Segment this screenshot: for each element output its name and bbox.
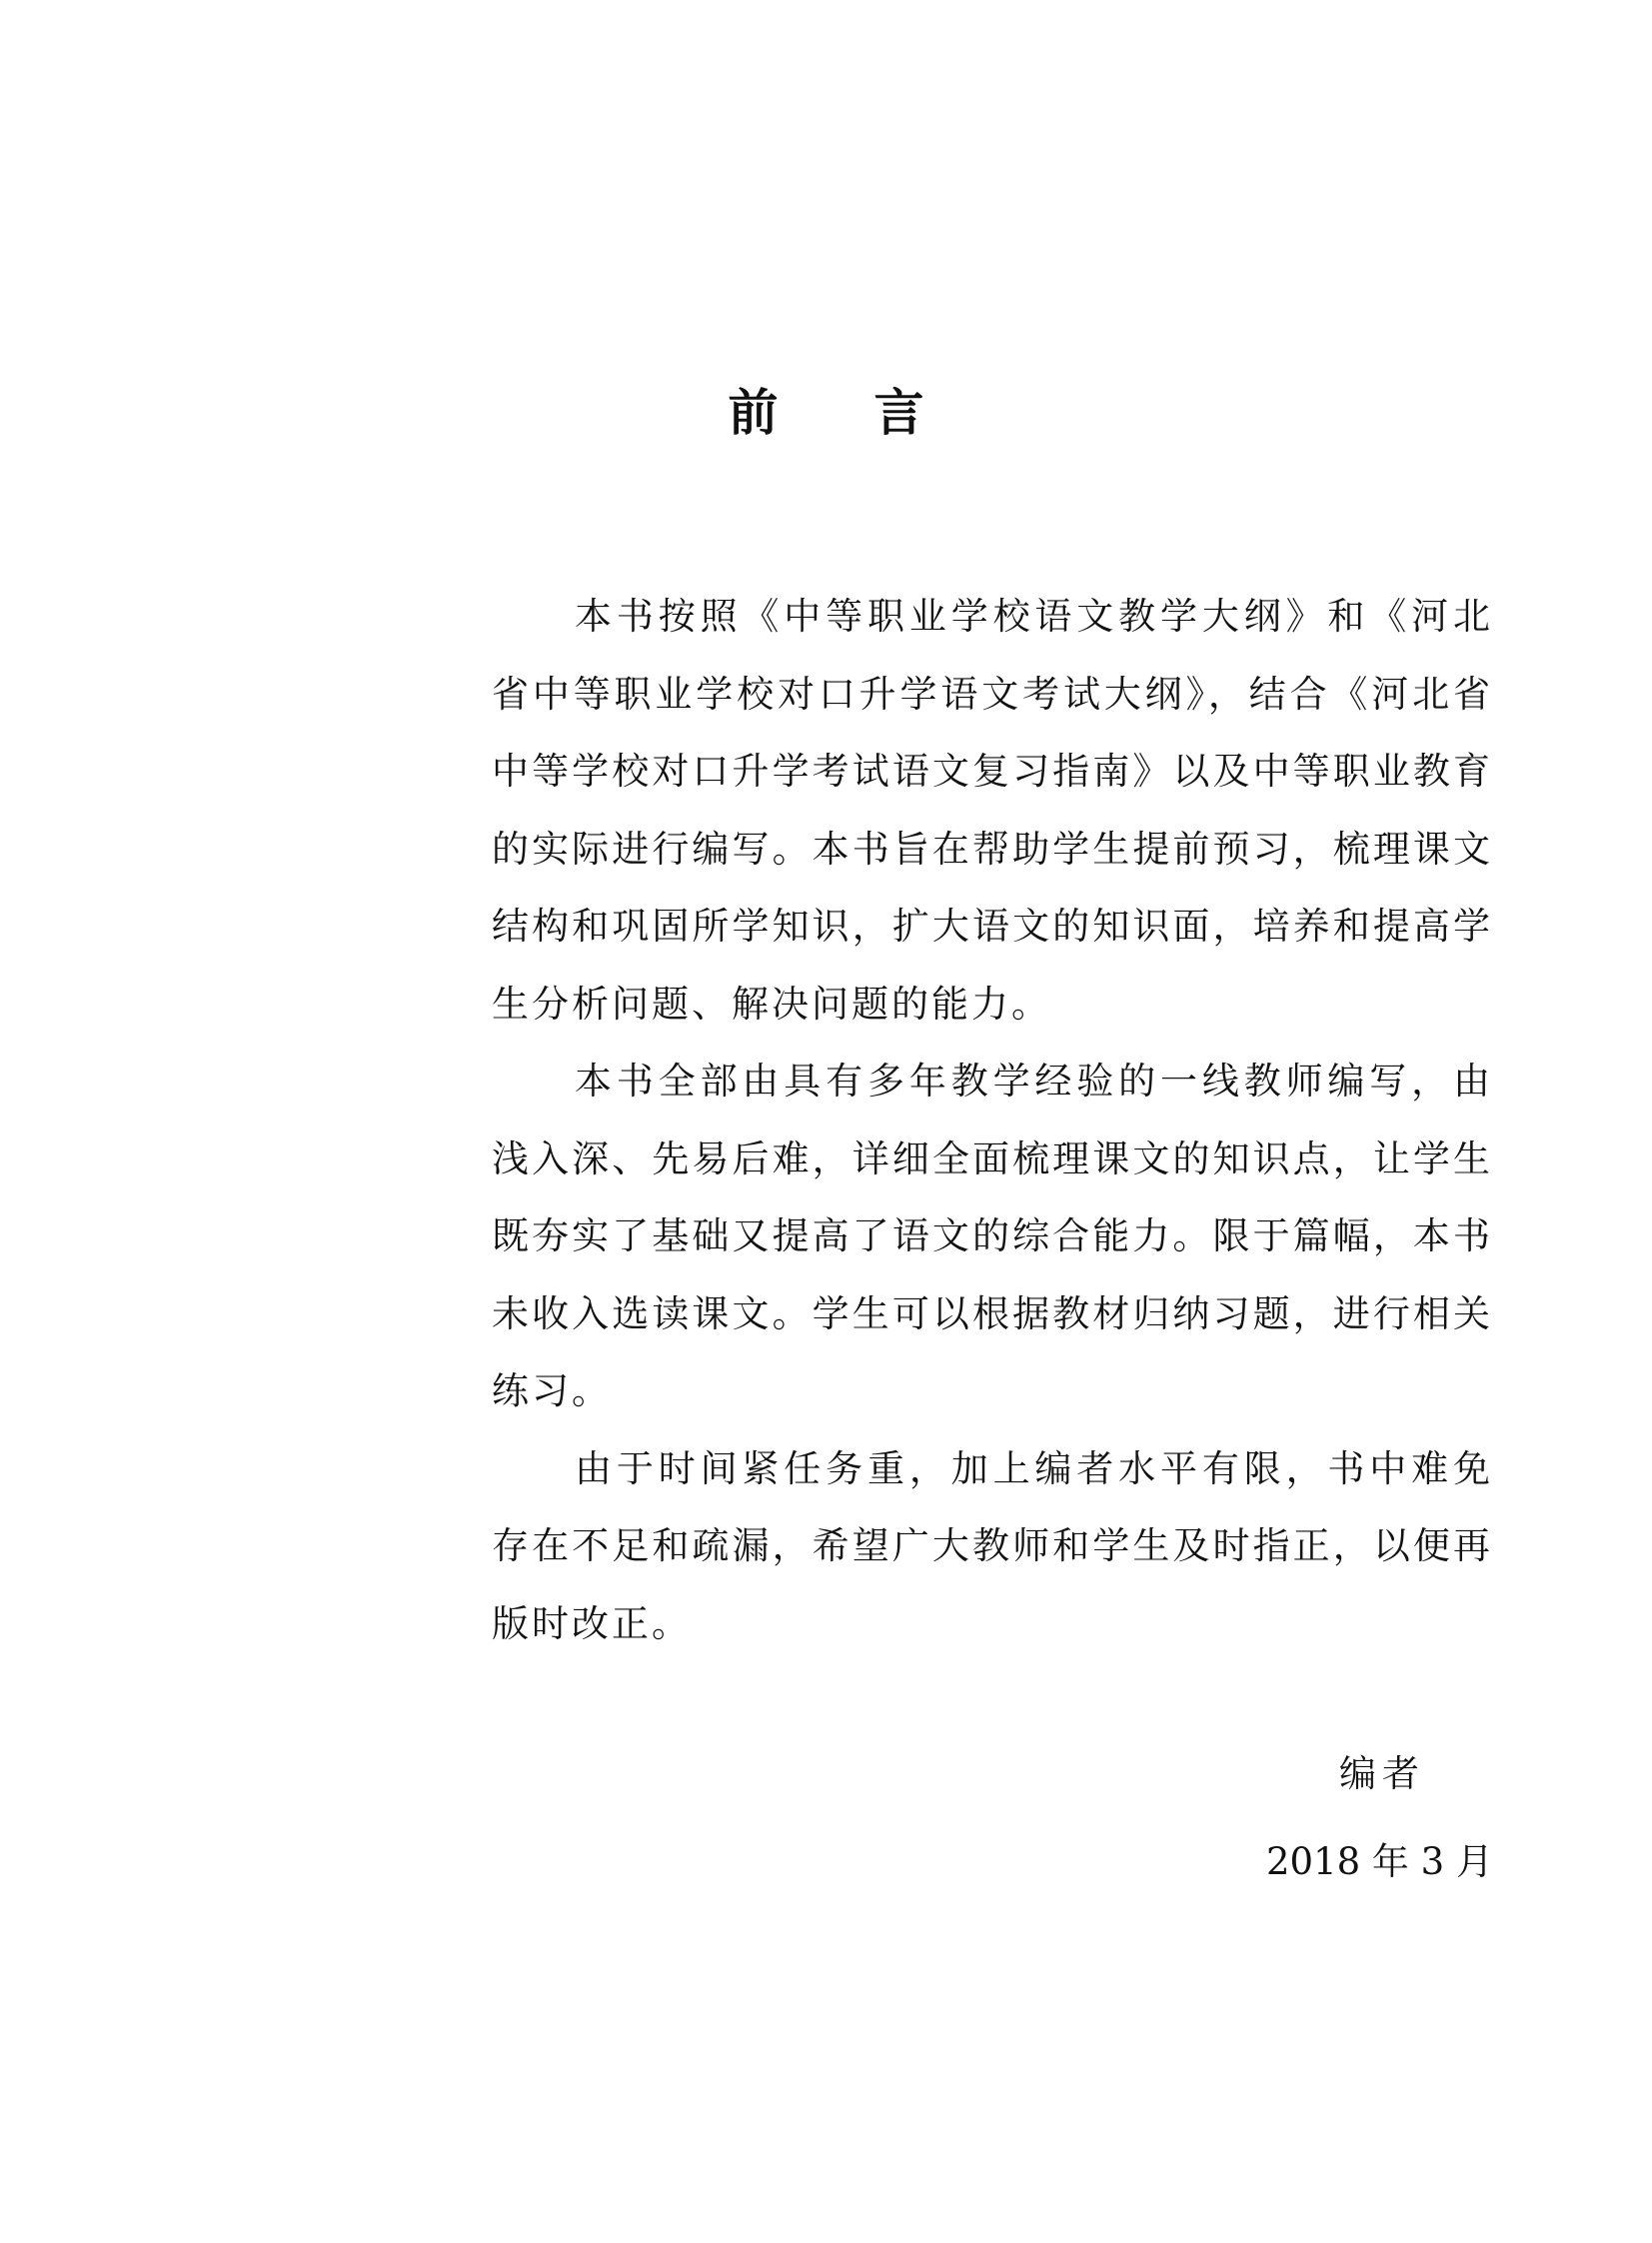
paragraph-3: 由于时间紧任务重，加上编者水平有限，书中难免存在不足和疏漏，希望广大教师和学生及时指正，以便再版时改正。 [492,1446,1493,1645]
paragraph-1: 本书按照《中等职业学校语文教学大纲》和《河北省中等职业学校对口升学语文考试大纲》，结合《河北省中等学校对口升学考试语文复习指南》以及中等职业教育的实际进行编写。本书旨在帮助学生提前预习，梳理课文结构和巩固所学知识，扩大语文的知识面，培养和提高学生分析问题、解决问题的能力。 [492,595,1493,1026]
signature-author: 编者 [1339,1752,1425,1795]
paragraph-2: 本书全部由具有多年教学经验的一线教师编写，由浅入深、先易后难，详细全面梳理课文的知识点，让学生既夯实了基础又提高了语文的综合能力。限于篇幅，本书未收入选读课文。学生可以根据教材归纳习题，进行相关练习。 [492,1060,1493,1412]
signature-date: 2018 年 3 月 [1266,1840,1493,1883]
preface-body [492,578,1493,1662]
page-title: 前言 [728,383,1020,442]
